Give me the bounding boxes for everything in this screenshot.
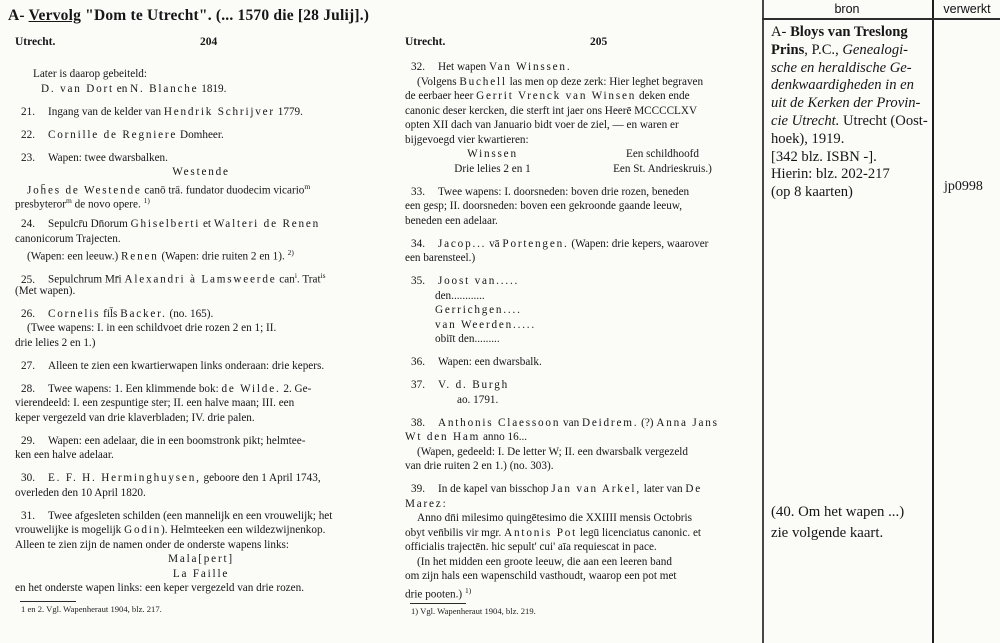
- text-line: [405, 416, 770, 431]
- text-line: [771, 523, 904, 544]
- text-line: [15, 269, 387, 284]
- text-segment: een barensteel.): [405, 252, 476, 264]
- text-segment: (Volgens: [417, 75, 460, 88]
- text-line: [405, 318, 770, 333]
- text-segment: deken ende: [636, 90, 690, 102]
- item-number: 36.: [411, 356, 425, 368]
- text-segment: (?): [638, 416, 657, 429]
- letterspaced-name: Walteri de Renen: [213, 218, 321, 230]
- text-line: [15, 151, 387, 166]
- text-segment: Sepulcr̄u Dn̄orum: [48, 218, 131, 230]
- text-segment: m: [65, 196, 72, 205]
- text-segment: overleden den 10 April 1820.: [15, 486, 146, 499]
- text-line: [15, 523, 387, 538]
- text-segment: ken een halve adelaar.: [15, 449, 114, 461]
- letterspaced-name: Gerrichgen....: [435, 304, 522, 316]
- text-segment: geboore den 1 April 1743,: [200, 472, 321, 484]
- text-line: [405, 199, 770, 214]
- text-segment: obyt ven̄bilis vir mgr.: [405, 526, 505, 539]
- text-segment: Alleen te zien een kwartierwapen links onderaan: drie kepers.: [48, 359, 325, 372]
- text-line: [771, 149, 933, 167]
- text-segment: m: [304, 181, 311, 191]
- text-line: [15, 180, 387, 195]
- letterspaced-name: Winssen: [467, 148, 518, 160]
- text-line: [15, 509, 387, 524]
- text-line: [771, 42, 933, 60]
- letterspaced-name: Hendrik Schrijver: [163, 105, 275, 118]
- text-segment: vrouwelijke is mogelijk: [15, 524, 125, 536]
- text-segment: (op 8 kaarten): [771, 184, 853, 201]
- text-line: [405, 569, 770, 584]
- text-line: [15, 434, 387, 449]
- text-line: [15, 396, 387, 411]
- item-number: 37.: [411, 379, 425, 391]
- item-number: 38.: [411, 416, 425, 429]
- text-line: [15, 232, 387, 247]
- text-segment: (Twee wapens: I. in een schildvoet drie rozen 2 en 1; II.: [27, 322, 277, 334]
- text-line: [15, 321, 387, 336]
- text-segment: is: [320, 271, 326, 280]
- text-segment: en: [113, 82, 131, 95]
- text-line: [15, 448, 387, 463]
- text-line: [405, 89, 770, 104]
- letterspaced-name: Westende: [172, 166, 230, 178]
- letterspaced-name: Gerrit Vrenck van Winsen: [476, 90, 637, 102]
- item-number: 29.: [21, 434, 35, 447]
- footnote-rule: [20, 601, 76, 602]
- text-segment: Ingang van de kelder van: [48, 105, 164, 118]
- text-segment: Bloys van Treslong: [790, 24, 908, 40]
- text-line: [405, 133, 770, 148]
- letterspaced-name: Anna Jans: [656, 416, 719, 429]
- header-rule: [762, 18, 1000, 20]
- left-column-header: [15, 36, 387, 50]
- text-line: [771, 113, 933, 131]
- letterspaced-name: Portengen.: [502, 237, 569, 250]
- text-line: [8, 6, 369, 26]
- text-segment: fil̄s: [100, 307, 121, 320]
- text-line: [405, 497, 770, 512]
- middle-column-text: [405, 60, 770, 601]
- text-segment: et: [200, 218, 214, 230]
- text-line: [405, 584, 770, 599]
- text-line: [15, 336, 387, 351]
- text-segment: den............: [435, 289, 485, 302]
- text-segment: Utrecht (Oost-: [839, 112, 928, 129]
- source-reference: [771, 24, 933, 202]
- letterspaced-name: E. F. H. Herminghuysen,: [48, 472, 201, 484]
- text-segment: om zijn hals een wapenschild vasthoudt, waarop een pot met: [405, 570, 677, 582]
- letterspaced-name: Wt den Ham: [405, 431, 481, 443]
- text-segment: hoek), 1919.: [771, 130, 845, 147]
- item-number: 39.: [411, 483, 425, 495]
- text-line: [405, 540, 770, 555]
- text-segment: , P.C.,: [804, 41, 843, 58]
- text-line: [15, 581, 387, 596]
- verwerkt-column-label: verwerkt: [943, 2, 991, 16]
- text-line: [15, 82, 387, 97]
- text-line: [15, 552, 387, 567]
- text-line: [405, 332, 770, 347]
- letterspaced-name: Backer.: [120, 307, 167, 320]
- text-line: [405, 289, 770, 304]
- text-line: [771, 184, 933, 202]
- text-line: [771, 60, 933, 78]
- text-line: [405, 75, 770, 90]
- item-number: 24.: [21, 218, 35, 230]
- text-segment: 2. Ge-: [280, 382, 312, 395]
- text-segment: later van: [640, 483, 686, 495]
- text-segment: canonic deser kercken, die sterft int jaer ons Heerē MCCCCLXV: [405, 104, 698, 117]
- middle-footnote: [405, 603, 770, 616]
- text-line: [15, 382, 387, 397]
- text-line: [771, 77, 933, 95]
- text-segment: (In het midden een groote leeuw, die aan een leeren band: [417, 555, 672, 568]
- letterspaced-name: Jacop...: [438, 237, 487, 250]
- text-segment: las men op deze zerk: Hier leghet begraven: [506, 75, 704, 88]
- text-segment: (Wapen: drie kepers, waarover: [568, 237, 709, 250]
- text-segment: Hierin: blz. 202-217: [771, 166, 890, 183]
- text-line: [405, 445, 770, 460]
- letterspaced-name: Joh̄es de Westende: [27, 184, 142, 197]
- footnote-text: 1 en 2. Vgl. Wapenheraut 1904, blz. 217.: [21, 603, 162, 614]
- text-line: [15, 246, 387, 261]
- text-segment: Domheer.: [177, 128, 224, 141]
- letterspaced-name: Alexandri à Lamsweerde: [124, 273, 277, 286]
- verwerkt-code: jp0998: [944, 179, 983, 194]
- letterspaced-name: Godin: [124, 524, 162, 536]
- text-segment: opten XII dach van Januario bidt voer de ziel, — en waren er: [405, 119, 679, 131]
- text-line: [15, 165, 387, 180]
- letterspaced-name: Renen: [121, 250, 159, 263]
- text-segment: Anno dn̄i milesimo quingētesimo die XXIIII mensis Octobris: [417, 512, 692, 524]
- item-number: 32.: [411, 61, 425, 73]
- text-line: [771, 95, 933, 113]
- letterspaced-name: Jan van Arkel,: [551, 483, 641, 495]
- text-segment: In de kapel van bisschop: [438, 483, 552, 495]
- text-segment: Twee afgesleten schilden (een mannelijk en een vrouwelijk; het: [48, 509, 333, 522]
- bron-column-left-rule: [762, 0, 764, 643]
- place-label: Utrecht.: [15, 36, 56, 48]
- text-segment: (Met wapen).: [15, 284, 76, 297]
- text-segment: (Wapen: een leeuw.): [27, 250, 122, 263]
- page-title: [8, 6, 369, 26]
- text-segment: canō trā. fundator duodecim vicario: [141, 184, 305, 197]
- text-segment: vierendeeld: I. een zespuntige ster; II. een halve maan; III. een: [15, 397, 295, 409]
- item-number: 31.: [21, 509, 35, 522]
- text-segment: (40. Om het wapen ...): [771, 504, 905, 520]
- text-segment: Een schildhoofd: [625, 148, 699, 160]
- text-segment: (Wapen, gedeeld: I. De letter W; II. een dwarsbalk vergezeld: [417, 445, 688, 458]
- item-number: 25.: [21, 273, 35, 286]
- item-number: 23.: [21, 151, 35, 164]
- text-line: [405, 118, 770, 133]
- text-segment: Prins: [771, 41, 805, 58]
- letterspaced-name: van Weerden.....: [435, 318, 537, 331]
- text-segment: Alleen te zien zijn de namen onder de onderste wapens links:: [15, 538, 290, 551]
- text-segment: Wapen: een adelaar, die in een boomstronk pikt; helmtee-: [48, 434, 306, 447]
- text-segment: de novo opere.: [71, 198, 144, 211]
- text-line: [405, 251, 770, 266]
- text-segment: can: [276, 273, 295, 286]
- text-line: [405, 430, 770, 445]
- item-number: 21.: [21, 105, 35, 118]
- letterspaced-name: Deidrem.: [581, 416, 639, 429]
- text-segment: canonicorum Trajecten.: [15, 232, 121, 245]
- text-line: [405, 459, 770, 474]
- letterspaced-name: Van Winssen.: [488, 61, 572, 73]
- item-number: 22.: [21, 128, 35, 141]
- letterspaced-name: N. Blanche: [130, 82, 199, 95]
- text-line: [771, 24, 933, 42]
- text-line: [405, 378, 770, 393]
- text-line: [15, 105, 387, 120]
- letterspaced-name: La Faille: [172, 567, 230, 580]
- text-line: [405, 214, 770, 229]
- text-segment: Vervolg: [28, 7, 82, 24]
- item-number: 35.: [411, 275, 425, 287]
- letterspaced-name: Marez:: [405, 497, 448, 510]
- text-segment: [342 blz. ISBN -].: [771, 148, 877, 165]
- text-segment: denkwaardigheden in en: [771, 77, 914, 94]
- text-segment: 1779.: [274, 105, 303, 118]
- item-number: 30.: [21, 472, 35, 484]
- text-line: [771, 166, 933, 184]
- text-segment: Twee wapens: 1. Een klimmende bok:: [48, 382, 222, 395]
- text-segment: drie lelies 2 en 1.): [15, 336, 96, 349]
- text-line: [15, 486, 387, 501]
- left-footnote: [15, 601, 387, 614]
- letterspaced-name: Buchell: [459, 75, 507, 88]
- text-segment: vā: [486, 237, 503, 250]
- text-segment: een gesp; II. doorsneden: boven een gekroonde gaande leeuw,: [405, 200, 682, 212]
- text-segment: beneden een adelaar.: [405, 214, 498, 227]
- text-segment: . Trat: [296, 273, 321, 286]
- text-segment: "Dom te Utrecht". (... 1570 die [28 Julij].): [81, 7, 370, 24]
- text-segment: (Wapen: drie ruiten 2 en 1).: [158, 250, 288, 263]
- letterspaced-name: V. d. Burgh: [438, 379, 509, 391]
- text-segment: Later is daarop gebeiteld:: [33, 68, 147, 80]
- text-segment: Genealogi-: [842, 41, 909, 58]
- text-line: [405, 274, 770, 289]
- text-segment: Wapen: twee dwarsbalken.: [48, 151, 168, 164]
- text-line: [405, 303, 770, 318]
- text-segment: Een St. Andrieskruis.): [613, 162, 712, 175]
- text-line: [15, 411, 387, 426]
- text-segment: sche en heraldische Ge-: [771, 59, 912, 76]
- text-segment: anno 16...: [480, 431, 528, 443]
- letterspaced-name: D. van Dort: [41, 82, 114, 95]
- text-segment: 2): [287, 248, 294, 257]
- text-segment: Drie lelies 2 en 1: [454, 162, 531, 175]
- text-line: [15, 471, 387, 486]
- text-line: [405, 60, 770, 75]
- continuation-note: [771, 502, 904, 544]
- middle-column: [405, 36, 770, 616]
- place-label: Utrecht.: [405, 36, 446, 48]
- text-line: [15, 307, 387, 322]
- page-number: 205: [590, 36, 608, 48]
- text-segment: keper vergezeld van drie klaverbladen; IV. drie palen.: [15, 411, 255, 424]
- left-column-text: [15, 67, 387, 596]
- text-line: [405, 185, 770, 200]
- text-segment: i: [294, 271, 297, 280]
- text-segment: presbyteror: [15, 198, 66, 211]
- text-segment: de eerbaer heer: [405, 90, 477, 102]
- letterspaced-name: Mala[pert]: [168, 553, 234, 565]
- text-line: [405, 104, 770, 119]
- text-line: [405, 147, 770, 162]
- text-segment: van: [560, 416, 582, 429]
- bron-column-label: bron: [834, 2, 860, 16]
- text-segment: A-: [8, 7, 29, 24]
- letterspaced-name: De: [685, 483, 702, 495]
- text-line: [405, 482, 770, 497]
- text-segment: 1819.: [198, 82, 227, 95]
- text-segment: Twee wapens: I. doorsneden: boven drie rozen, beneden: [438, 185, 690, 198]
- text-line: [405, 237, 770, 252]
- text-line: [15, 128, 387, 143]
- item-number: 28.: [21, 382, 35, 395]
- text-line: [771, 131, 933, 149]
- item-number: 33.: [411, 185, 425, 198]
- text-line: [15, 359, 387, 374]
- text-segment: A-: [771, 24, 791, 40]
- left-column: [15, 36, 387, 614]
- text-line: [15, 567, 387, 582]
- text-segment: ). Helmteeken een wildezwijnenkop.: [161, 524, 326, 536]
- text-segment: drie pooten.): [405, 588, 465, 601]
- middle-column-header: [405, 36, 770, 50]
- letterspaced-name: Joost van.....: [438, 275, 520, 287]
- text-segment: van drie ruiten 2 en 1.) (no. 303).: [405, 460, 554, 472]
- text-segment: 1): [143, 196, 150, 205]
- text-segment: Het wapen: [438, 61, 489, 73]
- letterspaced-name: de Wilde.: [221, 382, 281, 395]
- text-line: [15, 538, 387, 553]
- item-number: 27.: [21, 359, 35, 372]
- text-segment: bijgevoegd vier kwartieren:: [405, 133, 529, 146]
- letterspaced-name: Ghiselberti: [130, 218, 201, 230]
- text-segment: 1): [464, 585, 472, 595]
- text-line: [771, 502, 904, 523]
- text-segment: en het onderste wapen links: een keper vergezeld van drie rozen.: [15, 582, 304, 594]
- page-number: 204: [200, 36, 218, 48]
- item-number: 34.: [411, 237, 425, 250]
- text-segment: uit de Kerken der Provin-: [771, 95, 921, 112]
- text-line: [405, 393, 770, 408]
- text-line: [405, 162, 770, 177]
- text-segment: (no. 165).: [166, 307, 214, 320]
- text-line: [15, 67, 387, 82]
- footnote-rule: [410, 603, 466, 604]
- item-number: 26.: [21, 307, 35, 320]
- text-segment: officialis trajectēn. hic sepult' cui' aīa requiescat in pace.: [405, 541, 657, 553]
- letterspaced-name: Anthonis Claessoon: [438, 416, 561, 429]
- text-segment: zie volgende kaart.: [771, 525, 884, 541]
- text-line: [405, 555, 770, 570]
- letterspaced-name: Antonis Pot: [504, 526, 578, 539]
- text-line: [405, 511, 770, 526]
- text-line: [405, 355, 770, 370]
- text-segment: obiīt den.........: [435, 333, 500, 345]
- text-line: [405, 526, 770, 541]
- text-segment: cie Utrecht.: [771, 112, 840, 129]
- text-segment: legū licenciatus canonic. et: [577, 526, 702, 539]
- text-segment: Sepulchrum Mr̄i: [48, 273, 125, 286]
- letterspaced-name: Cornelis: [48, 307, 101, 320]
- text-segment: Wapen: een dwarsbalk.: [438, 356, 542, 368]
- footnote-text: 1) Vgl. Wapenheraut 1904, blz. 219.: [411, 606, 536, 616]
- text-segment: ao. 1791.: [457, 393, 499, 406]
- letterspaced-name: Cornille de Regniere: [48, 128, 178, 141]
- text-line: [15, 217, 387, 232]
